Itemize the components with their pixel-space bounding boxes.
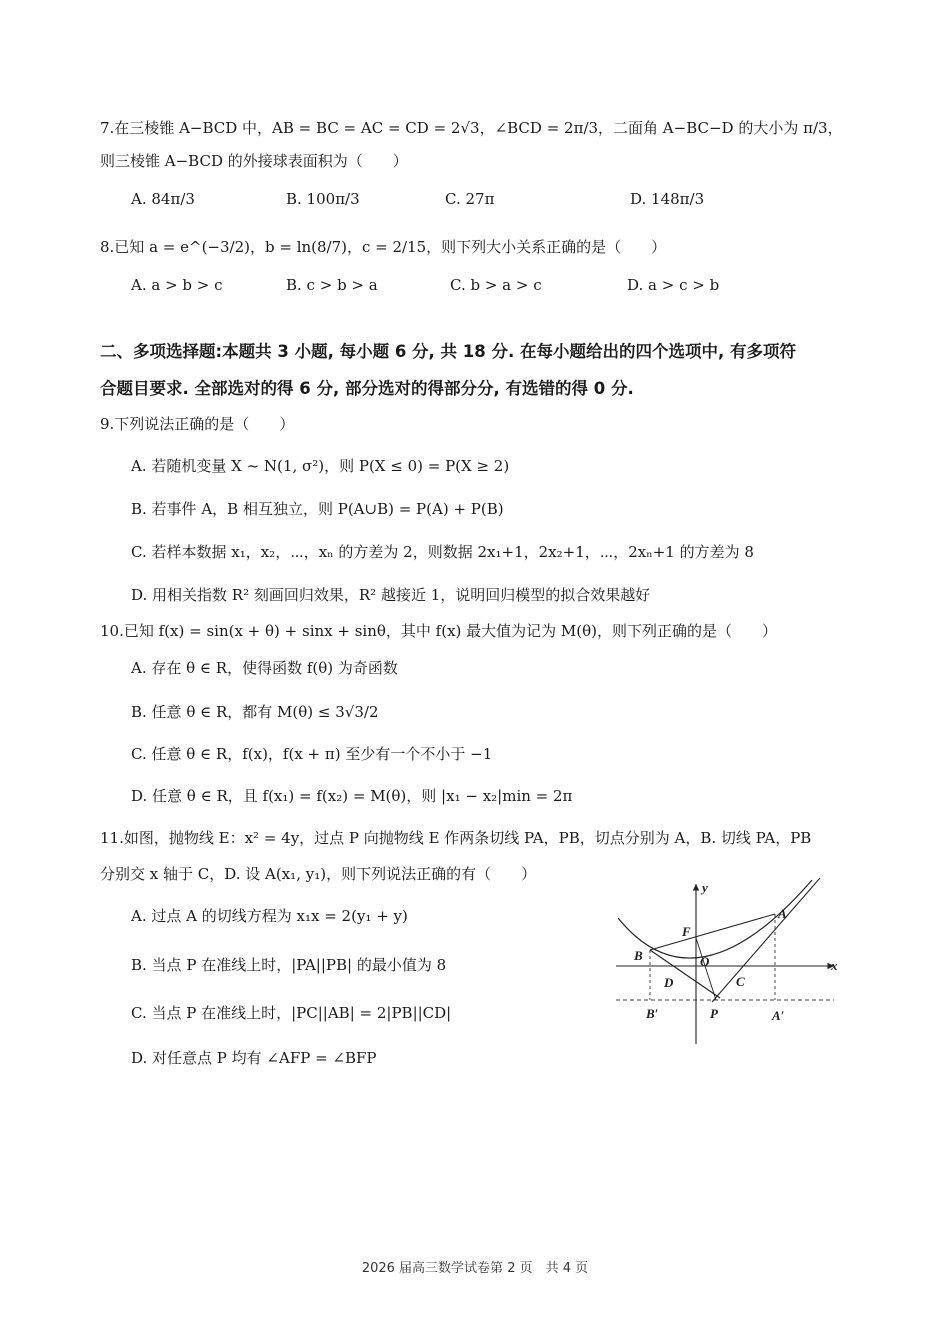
q11-option-d: D. 对任意点 P 均有 ∠AFP = ∠BFP [131, 1049, 377, 1067]
label-a: A [778, 906, 787, 921]
q10-option-c: C. 任意 θ ∈ R，f(x)，f(x + π) 至少有一个不小于 −1 [131, 745, 493, 763]
label-c: C [736, 974, 745, 989]
q11-option-a: A. 过点 A 的切线方程为 x₁x = 2(y₁ + y) [131, 907, 408, 925]
label-x: x [831, 958, 838, 973]
q7-stem-line2: 则三棱锥 A−BCD 的外接球表面积为（ ） [100, 152, 408, 170]
label-d: D [664, 975, 674, 990]
q8-stem: 8.已知 a = e^(−3/2)，b = ln(8/7)，c = 2/15，则下列大小关系正确的是（ ） [100, 238, 667, 256]
q7-stem-line1: 7.在三棱锥 A−BCD 中，AB = BC = AC = CD = 2√3，∠BCD = 2π/3，二面角 A−BC−D 的大小为 π/3， [100, 119, 843, 137]
q11-option-b: B. 当点 P 在准线上时，|PA||PB| 的最小值为 8 [131, 956, 447, 974]
q7-option-a: A. 84π/3 [131, 190, 195, 208]
label-b-prime: B′ [646, 1006, 659, 1021]
q9-option-d: D. 用相关指数 R² 刻画回归效果，R² 越接近 1，说明回归模型的拟合效果越好 [131, 586, 651, 604]
q8-option-c: C. b > a > c [450, 276, 542, 294]
q9-option-a: A. 若随机变量 X ~ N(1, σ²)，则 P(X ≤ 0) = P(X ≥ 2) [131, 457, 510, 475]
q9-option-c: C. 若样本数据 x₁，x₂，⋯，xₙ 的方差为 2，则数据 2x₁+1，2x₂+1，⋯，2xₙ+1 的方差为 8 [131, 543, 754, 561]
q9-stem: 9.下列说法正确的是（ ） [100, 415, 295, 433]
q10-stem: 10.已知 f(x) = sin(x + θ) + sinx + sinθ，其中 f(x) 最大值为记为 M(θ)，则下列正确的是（ ） [100, 622, 778, 640]
q10-option-b: B. 任意 θ ∈ R，都有 M(θ) ≤ 3√3/2 [131, 703, 379, 721]
label-o: O [700, 954, 710, 969]
tangent-pb [650, 950, 720, 998]
label-a-prime: A′ [772, 1008, 785, 1023]
q7-option-b: B. 100π/3 [286, 190, 360, 208]
q7-option-d: D. 148π/3 [630, 190, 705, 208]
segment-fp [696, 938, 716, 1000]
parabola-figure [612, 878, 842, 1048]
q11-option-c: C. 当点 P 在准线上时，|PC||AB| = 2|PB||CD| [131, 1004, 452, 1022]
q11-stem-line2: 分别交 x 轴于 C，D. 设 A(x₁, y₁)，则下列说法正确的有（ ） [100, 865, 537, 883]
section2-heading-line2: 合题目要求. 全部选对的得 6 分, 部分选对的得部分分, 有选错的得 0 分. [100, 379, 634, 398]
q7-option-c: C. 27π [445, 190, 495, 208]
tangent-pa [712, 878, 820, 1002]
label-y: y [702, 880, 708, 895]
label-b: B [634, 948, 643, 963]
q11-stem-line1: 11.如图，抛物线 E：x² = 4y，过点 P 向抛物线 E 作两条切线 PA，PB，切点分别为 A，B. 切线 PA，PB [100, 829, 812, 847]
q8-option-b: B. c > b > a [286, 276, 378, 294]
q8-option-d: D. a > c > b [627, 276, 720, 294]
label-p: P [710, 1006, 718, 1021]
label-f: F [682, 924, 691, 939]
q9-option-b: B. 若事件 A，B 相互独立，则 P(A∪B) = P(A) + P(B) [131, 500, 504, 518]
page-footer: 2026 届高三数学试卷第 2 页 共 4 页 [361, 1261, 589, 1276]
q10-option-d: D. 任意 θ ∈ R，且 f(x₁) = f(x₂) = M(θ)，则 |x₁ − x₂|min = 2π [131, 787, 573, 805]
q8-option-a: A. a > b > c [131, 276, 223, 294]
section2-heading-line1: 二、多项选择题:本题共 3 小题, 每小题 6 分, 共 18 分. 在每小题给出的四个选项中, 有多项符 [100, 342, 797, 361]
q10-option-a: A. 存在 θ ∈ R，使得函数 f(θ) 为奇函数 [131, 659, 398, 677]
